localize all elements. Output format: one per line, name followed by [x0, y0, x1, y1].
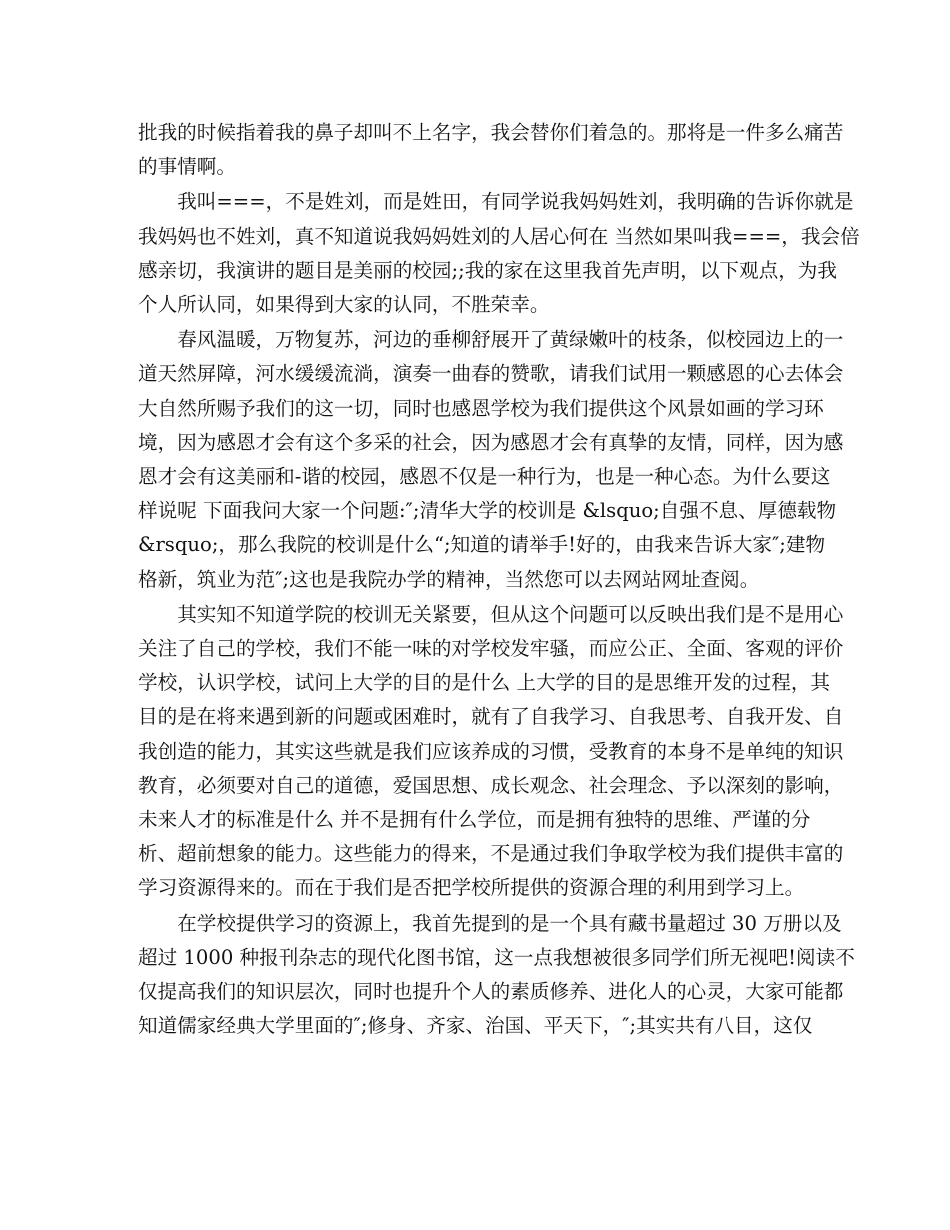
- text-line: 学校，认识学校，试问上大学的目的是什么 上大学的目的是思维开发的过程，其: [138, 671, 831, 695]
- text-line: 目的是在将来遇到新的问题或困难时，就有了自我学习、自我思考、自我开发、自: [138, 705, 844, 729]
- paragraph-2: [138, 185, 860, 322]
- text-line: &rsquo;，那么我院的校训是什么“;知道的请举手!好的，由我来告诉大家″;建物: [138, 533, 826, 557]
- text-line: 个人所认同，如果得到大家的认同，不胜荣幸。: [138, 293, 550, 317]
- text-line: 的事情啊。: [138, 155, 236, 179]
- text-line: 恩才会有这美丽和-谐的校园，感恩不仅是一种行为，也是一种心态。为什么要这: [138, 465, 831, 489]
- text-line: 春风温暖，万物复苏，河边的垂柳舒展开了黄绿嫩叶的枝条，似校园边上的一: [177, 328, 844, 352]
- text-line: 其实知不知道学院的校训无关紧要，但从这个问题可以反映出我们是不是用心: [177, 602, 844, 626]
- text-line: 大自然所赐予我们的这一切，同时也感恩学校为我们提供这个风景如画的学习环: [138, 396, 824, 420]
- text-line: 境，因为感恩才会有这个多采的社会，因为感恩才会有真挚的友情，同样，因为感: [138, 430, 844, 454]
- text-line: 超过 1000 种报刊杂志的现代化图书馆，这一点我想被很多同学们所无视吧!阅读不: [138, 945, 855, 969]
- text-line: 在学校提供学习的资源上，我首先提到的是一个具有藏书量超过 30 万册以及: [177, 911, 842, 935]
- text-line: 批我的时候指着我的鼻子却叫不上名字，我会替你们着急的。那将是一件多么痛苦: [138, 121, 844, 144]
- text-line: 道天然屏障，河水缓缓流淌，演奏一曲春的赞歌，请我们试用一颗感恩的心去体会: [138, 362, 844, 386]
- text-line: 知道儒家经典大学里面的″;修身、齐家、治国、平天下，″;其实共有八目，这仅: [138, 1014, 813, 1038]
- document-page: [138, 116, 860, 1043]
- text-line: 格新，筑业为范″;这也是我院办学的精神，当然您可以去网站网址查阅。: [138, 567, 760, 591]
- text-line: 析、超前想象的能力。这些能力的得来，不是通过我们争取学校为我们提供丰富的: [138, 842, 844, 866]
- paragraph-4: [138, 598, 844, 906]
- paragraph-3: [138, 323, 844, 597]
- text-line: 我叫===，不是姓刘，而是姓田，有同学说我妈妈姓刘，我明确的告诉你就是: [177, 190, 854, 214]
- text-line: 我创造的能力，其实这些就是我们应该养成的习惯，受教育的本身不是单纯的知识: [138, 739, 844, 763]
- text-line: 未来人才的标准是什么 并不是拥有什么学位，而是拥有独特的思维、严谨的分: [138, 808, 811, 832]
- text-line: 关注了自己的学校，我们不能一味的对学校发牢骚，而应公正、全面、客观的评价: [138, 637, 844, 661]
- text-line: 学习资源得来的。而在于我们是否把学校所提供的资源合理的利用到学习上。: [138, 876, 805, 900]
- paragraph-5: [138, 907, 855, 1044]
- text-line: 感亲切，我演讲的题目是美丽的校园;;我的家在这里我首先声明，以下观点，为我: [138, 258, 837, 282]
- paragraph-1: [138, 116, 844, 184]
- text-line: 我妈妈也不姓刘，真不知道说我妈妈姓刘的人居心何在 当然如果叫我===，我会倍: [138, 224, 860, 248]
- text-line: 仅提高我们的知识层次，同时也提升个人的素质修养、进化人的心灵，大家可能都: [138, 980, 844, 1004]
- text-line: 教育，必须要对自己的道德，爱国思想、成长观念、社会理念、予以深刻的影响，: [138, 773, 844, 797]
- text-line: 样说呢 下面我问大家一个问题:″;清华大学的校训是 &lsquo;自强不息、厚德载物: [138, 499, 837, 523]
